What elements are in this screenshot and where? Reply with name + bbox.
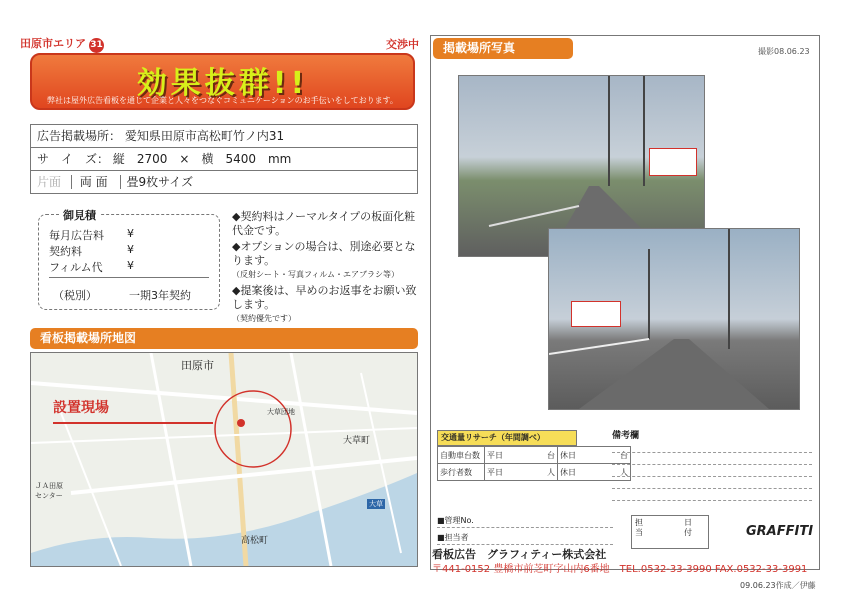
company-logo: GRAFFITI: [746, 524, 814, 539]
estimate-title: 御見積: [59, 207, 100, 223]
monthly-label: 毎月広告料: [49, 229, 104, 242]
estimate-box: [38, 209, 220, 310]
location-value: 愛知県田原市高松町竹ノ内31: [124, 129, 285, 143]
remarks: [612, 428, 812, 501]
map-place-oonsa: 大草町: [343, 436, 371, 446]
info-size-row: [31, 148, 417, 171]
walk-holiday: 休日 人: [558, 464, 631, 481]
status-badge: 交渉中: [386, 38, 419, 51]
tax-note: （税別）: [53, 289, 97, 302]
area-number-badge: 31: [89, 38, 104, 53]
map-place-danchi: 大草団地: [267, 408, 295, 416]
info-location-row: [31, 125, 417, 148]
tatami-size: 畳9枚サイズ: [120, 175, 194, 189]
stamp-date: 日付: [684, 518, 692, 537]
remarks-title: 備考欄: [612, 431, 640, 441]
map[interactable]: [30, 352, 418, 567]
map-city-label: 田原市: [181, 359, 214, 372]
side-single: 片面: [37, 175, 62, 189]
photo-date: 撮影08.06.23: [758, 47, 810, 56]
stamp-box: [631, 515, 709, 549]
note-3-sub: （契約優先です）: [232, 314, 296, 323]
stamp-tanto: 担当: [635, 518, 643, 537]
side-double: 両 面: [71, 175, 116, 189]
map-place-ja: ＪＡ田原 センター: [35, 482, 63, 500]
walk-weekday: 平日 人: [485, 464, 558, 481]
note-2-sub: （反射シート・写真フィルム・エアブラシ等）: [232, 270, 400, 279]
area-text: 田原市エリア: [20, 37, 86, 50]
site-photo-2: [548, 228, 800, 410]
area-label: [20, 35, 104, 53]
film-value: ¥: [127, 259, 134, 272]
info-side-row: [31, 171, 417, 193]
car-weekday: 平日 台: [485, 447, 558, 464]
banner-subtitle: 弊社は屋外広告看板を通じて企業と人々をつなぐコミュニケーションのお手伝いをしております。: [47, 96, 398, 105]
map-place-takamatsu: 高松町: [241, 536, 269, 546]
info-table: [30, 124, 418, 194]
size-value: 縦 2700 × 横 5400 mm: [112, 152, 292, 166]
map-site-label: 設置現場: [53, 400, 109, 416]
photo-header: 掲載場所写真: [433, 38, 573, 59]
contract-label: 契約料: [49, 245, 82, 258]
map-header: 看板掲載場所地図: [30, 328, 418, 349]
car-label: 自動車台数: [438, 447, 485, 464]
walk-label: 歩行者数: [438, 464, 485, 481]
monthly-value: ¥: [127, 227, 134, 240]
traffic-table: [437, 446, 631, 481]
company-name: 看板広告 グラフィティー株式会社: [432, 548, 607, 561]
notes: [232, 210, 422, 326]
created-note: 09.06.23作成／伊藤: [740, 581, 816, 590]
note-2: ◆オプションの場合は、別途必要となります。: [232, 240, 416, 267]
company-address: 〒441-0152 豊橋市前芝町字山内6番地 TEL.0532-33-3990 FAX.0532-33-3991: [432, 564, 808, 575]
note-3: ◆提案後は、早めのお返事をお願い致します。: [232, 284, 417, 311]
banner-title: 効果抜群!!: [136, 66, 309, 101]
contract-term: 一期3年契約: [129, 289, 191, 302]
traffic-title: 交通量リサーチ（年間調べ）: [437, 430, 577, 446]
manager-block: [437, 515, 613, 545]
note-1: ◆契約料はノーマルタイプの板面化粧代金です。: [232, 210, 416, 237]
mgmt-no: ■管理No.: [437, 515, 613, 528]
size-label: サ イ ズ：: [37, 152, 110, 166]
traffic-table-wrap: [437, 430, 631, 481]
person-in-charge: ■担当者: [437, 532, 613, 545]
location-label: 広告掲載場所：: [37, 129, 122, 143]
banner: [30, 53, 415, 110]
map-place-label-oonsa: 大草: [369, 500, 383, 508]
map-graphic: [31, 353, 417, 566]
film-label: フィルム代: [49, 261, 103, 274]
car-holiday: 休日 台: [558, 447, 631, 464]
contract-value: ¥: [127, 243, 134, 256]
